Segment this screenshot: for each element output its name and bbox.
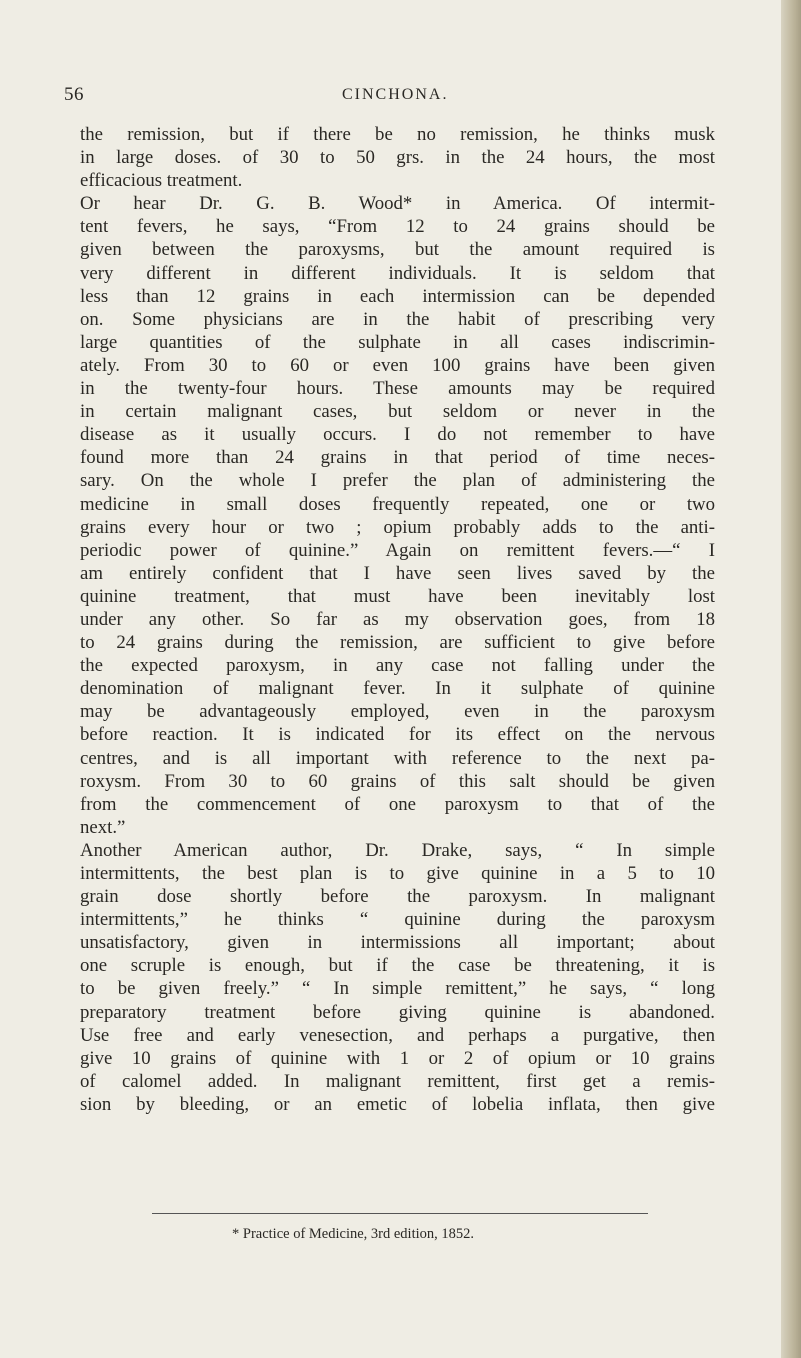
page-number: 56 xyxy=(64,84,84,105)
text-line: medicine in small doses frequently repeated, one or two xyxy=(80,493,715,515)
text-line: intermittents, the best plan is to give quinine in a 5 to 10 xyxy=(80,863,715,884)
text-line: sary. On the whole I prefer the plan of administering the xyxy=(80,470,715,492)
text-line: to 24 grains during the remission, are sufficient to give before xyxy=(80,632,715,654)
text-line: of calomel added. In malignant remittent, first get a remis- xyxy=(80,1070,715,1092)
text-line: periodic power of quinine.” Again on remittent fevers.—“ I xyxy=(80,539,715,561)
text-line: sion by bleeding, or an emetic of lobelia inflata, then give xyxy=(80,1093,715,1115)
text-line: am entirely confident that I have seen lives saved by the xyxy=(80,562,715,584)
text-line: roxysm. From 30 to 60 grains of this salt should be given xyxy=(80,770,715,792)
text-line: grain dose shortly before the paroxysm. In malignant xyxy=(80,886,715,908)
text-line: under any other. So far as my observation goes, from 18 xyxy=(80,608,715,630)
text-line: denomination of malignant fever. In it sulphate of quinine xyxy=(80,678,715,700)
text-line: given between the paroxysms, but the amount required is xyxy=(80,239,715,261)
text-line: grains every hour or two ; opium probably adds to the anti- xyxy=(80,516,715,538)
text-line: tent fevers, he says, “From 12 to 24 grains should be xyxy=(80,216,715,238)
text-line: in the twenty-four hours. These amounts may be required xyxy=(80,378,715,400)
text-line: the remission, but if there be no remission, he thinks musk xyxy=(80,124,715,145)
text-line: the expected paroxysm, in any case not falling under the xyxy=(80,655,715,677)
page-header xyxy=(64,84,724,114)
text-line: very different in different individuals. It is seldom that xyxy=(80,262,715,284)
text-line: Another American author, Dr. Drake, says, “ In simple xyxy=(80,839,715,861)
text-line: large quantities of the sulphate in all cases indiscrimin- xyxy=(80,331,715,353)
text-line: one scruple is enough, but if the case be threatening, it is xyxy=(80,955,715,977)
text-line: before reaction. It is indicated for its effect on the nervous xyxy=(80,724,715,746)
text-line: next.” xyxy=(80,816,126,838)
text-line: quinine treatment, that must have been inevitably lost xyxy=(80,585,715,607)
body-text xyxy=(80,123,715,1116)
footnote: * Practice of Medicine, 3rd edition, 1852. xyxy=(232,1226,475,1242)
text-line: Use free and early venesection, and perhaps a purgative, then xyxy=(80,1024,715,1046)
text-line: in certain malignant cases, but seldom or never in the xyxy=(80,401,715,423)
text-line: Or hear Dr. G. B. Wood* in America. Of intermit- xyxy=(80,193,715,215)
text-line: disease as it usually occurs. I do not remember to have xyxy=(80,424,715,446)
text-line: on. Some physicians are in the habit of prescribing very xyxy=(80,308,715,330)
footnote-divider xyxy=(152,1213,648,1214)
text-line: may be advantageously employed, even in the paroxysm xyxy=(80,701,715,723)
text-line: in large doses. of 30 to 50 grs. in the 24 hours, the most xyxy=(80,147,715,169)
running-head: CINCHONA. xyxy=(342,86,449,103)
text-line: to be given freely.” “ In simple remittent,” he says, “ long xyxy=(80,978,715,1000)
text-line: found more than 24 grains in that period of time neces- xyxy=(80,447,715,469)
page-edge-shadow xyxy=(781,0,801,1358)
text-line: efficacious treatment. xyxy=(80,170,243,192)
text-line: unsatisfactory, given in intermissions all important; about xyxy=(80,932,715,954)
text-line: from the commencement of one paroxysm to that of the xyxy=(80,793,715,815)
text-line: preparatory treatment before giving quinine is abandoned. xyxy=(80,1001,715,1023)
text-line: intermittents,” he thinks “ quinine during the paroxysm xyxy=(80,909,715,931)
text-line: ately. From 30 to 60 or even 100 grains have been given xyxy=(80,354,715,376)
text-line: give 10 grains of quinine with 1 or 2 of opium or 10 grains xyxy=(80,1047,715,1069)
text-line: less than 12 grains in each intermission can be depended xyxy=(80,285,715,307)
text-line: centres, and is all important with reference to the next pa- xyxy=(80,747,715,769)
